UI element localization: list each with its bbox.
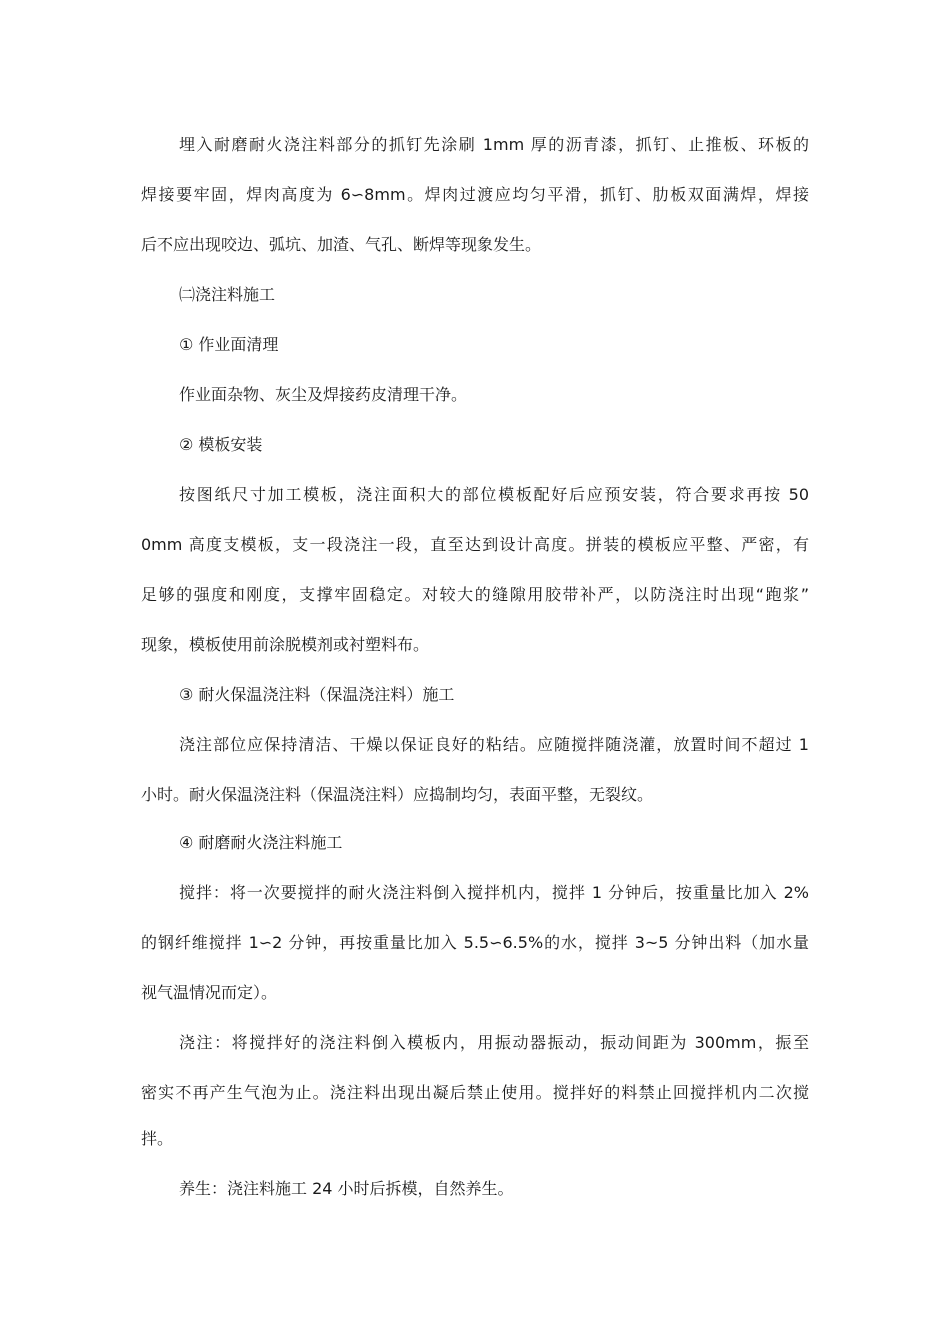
paragraph-line: 的钢纤维搅拌 1∽2 分钟，再按重量比加入 5.5∽6.5%的水，搅拌 3~5 分钟出料（加水量	[141, 933, 809, 952]
paragraph-line: 0mm 高度支模板，支一段浇注一段，直至达到设计高度。拼装的模板应平整、严密，有	[141, 535, 809, 554]
paragraph-line: 密实不再产生气泡为止。浇注料出现出凝后禁止使用。搅拌好的料禁止回搅拌机内二次搅	[141, 1083, 809, 1102]
paragraph-line: 现象，模板使用前涂脱模剂或衬塑料布。	[141, 635, 430, 654]
paragraph-line: 作业面杂物、灰尘及焊接药皮清理干净。	[179, 385, 468, 404]
paragraph-line: 小时。耐火保温浇注料（保温浇注料）应捣制均匀，表面平整，无裂纹。	[141, 785, 654, 804]
paragraph-line: 埋入耐磨耐火浇注料部分的抓钉先涂刷 1mm 厚的沥青漆，抓钉、止推板、环板的	[179, 135, 809, 154]
paragraph-line: 浇注部位应保持清洁、干燥以保证良好的粘结。应随搅拌随浇灌，放置时间不超过 1	[179, 735, 809, 754]
paragraph-line: 搅拌：将一次要搅拌的耐火浇注料倒入搅拌机内，搅拌 1 分钟后，按重量比加入 2%	[179, 883, 809, 902]
paragraph-line: 后不应出现咬边、弧坑、加渣、气孔、断焊等现象发生。	[141, 235, 542, 254]
subsection-heading: ① 作业面清理	[179, 335, 279, 354]
subsection-heading: ② 模板安装	[179, 435, 263, 454]
paragraph-line: 焊接要牢固，焊肉高度为 6∽8mm。焊肉过渡应均匀平滑，抓钉、肋板双面满焊，焊接	[141, 185, 809, 204]
subsection-heading: ④ 耐磨耐火浇注料施工	[179, 833, 343, 852]
paragraph-line: 养生：浇注料施工 24 小时后拆模，自然养生。	[179, 1179, 514, 1198]
paragraph-line: 视气温情况而定）。	[141, 983, 278, 1002]
paragraph-line: 按图纸尺寸加工模板，浇注面积大的部位模板配好后应预安装，符合要求再按 50	[179, 485, 809, 504]
paragraph-line: 浇注：将搅拌好的浇注料倒入模板内，用振动器振动，振动间距为 300mm，振至	[179, 1033, 809, 1052]
paragraph-line: 拌。	[141, 1129, 174, 1148]
subsection-heading: ③ 耐火保温浇注料（保温浇注料）施工	[179, 685, 455, 704]
section-heading: ㈡浇注料施工	[179, 285, 276, 304]
paragraph-line: 足够的强度和刚度，支撑牢固稳定。对较大的缝隙用胶带补严，以防浇注时出现“跑浆”	[141, 585, 809, 604]
